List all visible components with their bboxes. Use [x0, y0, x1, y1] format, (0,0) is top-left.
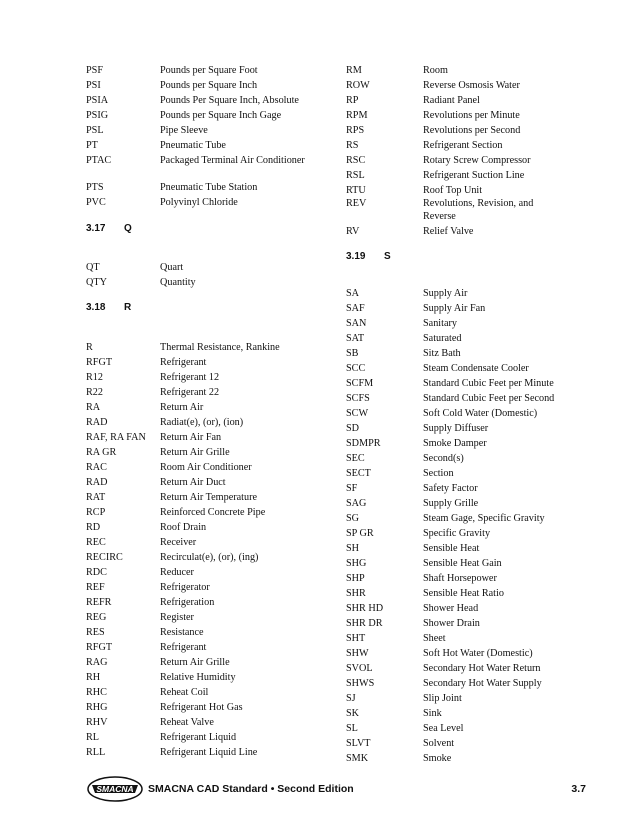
definition: Revolutions per Minute: [423, 110, 520, 121]
abbreviation: RSL: [346, 170, 365, 181]
definition: Reheat Coil: [160, 687, 209, 698]
abbreviation: RV: [346, 226, 360, 237]
definition: Supply Grille: [423, 498, 479, 509]
definition: Refrigerant Liquid: [160, 732, 237, 743]
definition: Pounds per Square Foot: [160, 65, 258, 76]
definition: Return Air: [160, 402, 204, 413]
definition: Section: [423, 468, 454, 479]
definition: Sea Level: [423, 723, 464, 734]
abbreviation: REG: [86, 612, 107, 623]
definition: Pipe Sleeve: [160, 125, 208, 136]
definition: Refrigeration: [160, 597, 215, 608]
abbreviation: RA: [86, 402, 101, 413]
definition: Smoke Damper: [423, 438, 487, 449]
definition: Pounds Per Square Inch, Absolute: [160, 95, 299, 106]
page-footer: [86, 775, 586, 803]
abbreviation: PSL: [86, 125, 104, 136]
smacna-logo: [86, 775, 144, 803]
definition: Pounds per Square Inch Gage: [160, 110, 282, 121]
abbreviation: SAN: [346, 318, 367, 329]
definition: Secondary Hot Water Return: [423, 663, 541, 674]
definition: Second(s): [423, 453, 464, 464]
definition: Room Air Conditioner: [160, 462, 252, 473]
definition: Refrigerant: [160, 642, 207, 653]
abbreviation: RAF, RA FAN: [86, 432, 146, 443]
definition: Solvent: [423, 738, 455, 749]
abbreviation: RH: [86, 672, 101, 683]
abbreviation: R12: [86, 372, 103, 383]
definition: Sanitary: [423, 318, 457, 329]
definition: Pneumatic Tube Station: [160, 182, 258, 193]
definition: Recirculat(e), (or), (ing): [160, 552, 259, 563]
abbreviation: RAD: [86, 477, 108, 488]
definition: Refrigerant 12: [160, 372, 220, 383]
abbreviation: SG: [346, 513, 360, 524]
abbreviation: PVC: [86, 197, 106, 208]
definition: Register: [160, 612, 194, 623]
definition: Shaft Horsepower: [423, 573, 497, 584]
definition: Steam Gage, Specific Gravity: [423, 513, 545, 524]
section-letter: Q: [124, 223, 132, 234]
abbreviation: RD: [86, 522, 101, 533]
abbreviation: RM: [346, 65, 362, 76]
abbreviation: SAG: [346, 498, 367, 509]
definition: Supply Air: [423, 288, 468, 299]
definition: Supply Air Fan: [423, 303, 486, 314]
abbreviation: SK: [346, 708, 360, 719]
section-number: 3.18: [86, 302, 106, 313]
definition: Sink: [423, 708, 442, 719]
definition: Reinforced Concrete Pipe: [160, 507, 266, 518]
abbreviation: SHR DR: [346, 618, 383, 629]
definition: Packaged Terminal Air Conditioner: [160, 155, 305, 166]
section-letter: S: [384, 251, 391, 262]
definition: Standard Cubic Feet per Minute: [423, 378, 554, 389]
abbreviation: SHT: [346, 633, 366, 644]
definition: Shower Head: [423, 603, 479, 614]
abbreviation: SD: [346, 423, 360, 434]
abbreviation: PTS: [86, 182, 104, 193]
definition: Refrigerant Section: [423, 140, 503, 151]
definition: Receiver: [160, 537, 197, 548]
abbreviation: RTU: [346, 185, 366, 196]
abbreviation: SJ: [346, 693, 356, 704]
definition: Revolutions, Revision, and Reverse: [423, 198, 534, 222]
definition: Sensible Heat: [423, 543, 480, 554]
abbreviation: RHC: [86, 687, 107, 698]
abbreviation: SL: [346, 723, 358, 734]
abbreviation: SMK: [346, 753, 369, 764]
definition: Relief Valve: [423, 226, 474, 237]
definition: Reverse Osmosis Water: [423, 80, 520, 91]
abbreviation: SB: [346, 348, 359, 359]
abbreviation: RPS: [346, 125, 365, 136]
definition: Refrigerant Hot Gas: [160, 702, 243, 713]
footer-title: SMACNA CAD Standard • Second Edition: [148, 783, 354, 795]
abbreviation: SCC: [346, 363, 366, 374]
abbreviation: RFGT: [86, 357, 113, 368]
definition: Smoke: [423, 753, 452, 764]
section-number: 3.17: [86, 223, 106, 234]
abbreviation: PSF: [86, 65, 103, 76]
definition: Saturated: [423, 333, 462, 344]
abbreviation: RLL: [86, 747, 106, 758]
abbreviation: SHWS: [346, 678, 375, 689]
abbreviation: RES: [86, 627, 105, 638]
definition: Relative Humidity: [160, 672, 236, 683]
definition: Refrigerant: [160, 357, 207, 368]
definition: Return Air Duct: [160, 477, 226, 488]
abbreviation: PTAC: [86, 155, 112, 166]
definition: Roof Top Unit: [423, 185, 483, 196]
abbreviation: REF: [86, 582, 105, 593]
abbreviation: SVOL: [346, 663, 373, 674]
definition: Revolutions per Second: [423, 125, 521, 136]
abbreviation: RA GR: [86, 447, 117, 458]
section-heading: [86, 223, 132, 235]
definition: Soft Cold Water (Domestic): [423, 408, 538, 419]
abbreviation: SLVT: [346, 738, 371, 749]
section-heading: [86, 302, 131, 314]
abbreviation: RSC: [346, 155, 366, 166]
definition: Thermal Resistance, Rankine: [160, 342, 280, 353]
definition: Return Air Fan: [160, 432, 222, 443]
definition: Room: [423, 65, 448, 76]
abbreviation: SA: [346, 288, 360, 299]
definition: Secondary Hot Water Supply: [423, 678, 542, 689]
definition: Return Air Grille: [160, 657, 230, 668]
section-letter: R: [124, 302, 132, 313]
abbreviation: PSI: [86, 80, 101, 91]
definition: Refrigerant 22: [160, 387, 220, 398]
definition: Supply Diffuser: [423, 423, 489, 434]
abbreviation: SDMPR: [346, 438, 381, 449]
abbreviation: ROW: [346, 80, 370, 91]
definition: Polyvinyl Chloride: [160, 197, 238, 208]
abbreviation: RAC: [86, 462, 107, 473]
abbreviation: RECIRC: [86, 552, 123, 563]
abbreviation: RCP: [86, 507, 106, 518]
abbreviation: SCFM: [346, 378, 374, 389]
section-number: 3.19: [346, 251, 366, 262]
abbreviation: SEC: [346, 453, 365, 464]
abbreviation: R: [86, 342, 93, 353]
abbreviation: SCFS: [346, 393, 370, 404]
definition: Sitz Bath: [423, 348, 461, 359]
abbreviation: QT: [86, 262, 100, 273]
abbreviation: RPM: [346, 110, 368, 121]
definition: Resistance: [160, 627, 204, 638]
abbreviation: RHV: [86, 717, 108, 728]
definition: Specific Gravity: [423, 528, 491, 539]
definition: Refrigerant Liquid Line: [160, 747, 258, 758]
abbreviation: REV: [346, 198, 367, 209]
abbreviation: R22: [86, 387, 103, 398]
definition: Refrigerator: [160, 582, 210, 593]
definition: Radiat(e), (or), (ion): [160, 417, 244, 428]
abbreviation: SHR HD: [346, 603, 384, 614]
abbreviation: RAD: [86, 417, 108, 428]
definition: Sensible Heat Gain: [423, 558, 502, 569]
definition: Pounds per Square Inch: [160, 80, 258, 91]
section-heading: [346, 251, 391, 263]
definition: Soft Hot Water (Domestic): [423, 648, 533, 659]
abbreviation: REC: [86, 537, 106, 548]
abbreviation: SHP: [346, 573, 365, 584]
abbreviation: PSIA: [86, 95, 109, 106]
abbreviation: SAT: [346, 333, 365, 344]
definition: Sensible Heat Ratio: [423, 588, 504, 599]
abbreviation: SF: [346, 483, 358, 494]
definition: Steam Condensate Cooler: [423, 363, 529, 374]
abbreviation: RDC: [86, 567, 107, 578]
definition: Roof Drain: [160, 522, 207, 533]
definition: Return Air Grille: [160, 447, 230, 458]
definition: Pneumatic Tube: [160, 140, 226, 151]
abbreviation: PSIG: [86, 110, 109, 121]
definition: Sheet: [423, 633, 446, 644]
definition: Shower Drain: [423, 618, 480, 629]
abbreviation: PT: [86, 140, 98, 151]
definition: Reheat Valve: [160, 717, 214, 728]
abbreviation: REFR: [86, 597, 112, 608]
definition: Refrigerant Suction Line: [423, 170, 525, 181]
definition: Return Air Temperature: [160, 492, 257, 503]
abbreviation: RHG: [86, 702, 108, 713]
definition: Reducer: [160, 567, 194, 578]
definition: Radiant Panel: [423, 95, 480, 106]
definition: Quantity: [160, 277, 196, 288]
abbreviation: RFGT: [86, 642, 113, 653]
abbreviation: SP GR: [346, 528, 374, 539]
abbreviation: SAF: [346, 303, 365, 314]
definition: Standard Cubic Feet per Second: [423, 393, 555, 404]
definition: Rotary Screw Compressor: [423, 155, 531, 166]
definition: Quart: [160, 262, 184, 273]
abbreviation: RS: [346, 140, 359, 151]
abbreviation: QTY: [86, 277, 107, 288]
abbreviation: RAG: [86, 657, 108, 668]
abbreviation: RP: [346, 95, 359, 106]
abbreviation: SHR: [346, 588, 366, 599]
svg-text:SMACNA: SMACNA: [96, 784, 134, 794]
abbreviation: SH: [346, 543, 360, 554]
abbreviation: RL: [86, 732, 100, 743]
abbreviation: SHG: [346, 558, 367, 569]
definition: Slip Joint: [423, 693, 462, 704]
abbreviation: SCW: [346, 408, 369, 419]
definition: Safety Factor: [423, 483, 478, 494]
abbreviation: RAT: [86, 492, 106, 503]
abbreviation: SHW: [346, 648, 369, 659]
abbreviation: SECT: [346, 468, 371, 479]
page-number: 3.7: [571, 783, 586, 795]
